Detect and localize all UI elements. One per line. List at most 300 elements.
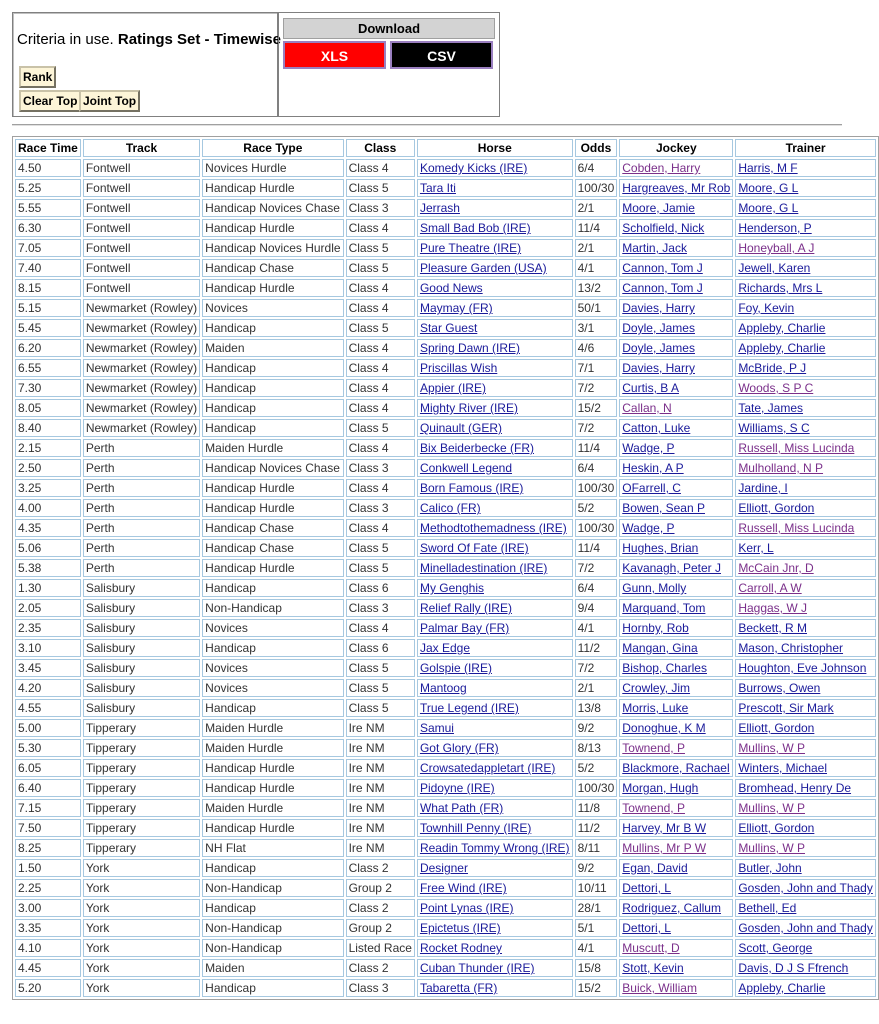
- trainer-link[interactable]: Williams, S C: [735, 419, 876, 437]
- trainer-link[interactable]: Elliott, Gordon: [735, 819, 876, 837]
- trainer-link[interactable]: Houghton, Eve Johnson: [735, 659, 876, 677]
- track-cell: Fontwell: [83, 259, 200, 277]
- horse-link[interactable]: Jax Edge: [417, 639, 573, 657]
- race-time-cell: 8.25: [15, 839, 81, 857]
- track-cell: Tipperary: [83, 779, 200, 797]
- jockey-link[interactable]: Wadge, P: [619, 519, 733, 537]
- race-type-cell: Handicap Novices Hurdle: [202, 239, 343, 257]
- horse-link[interactable]: Got Glory (FR): [417, 739, 573, 757]
- track-cell: Salisbury: [83, 639, 200, 657]
- jockey-link[interactable]: Heskin, A P: [619, 459, 733, 477]
- odds-cell: 8/13: [575, 739, 618, 757]
- trainer-link[interactable]: Scott, George: [735, 939, 876, 957]
- horse-link[interactable]: Relief Rally (IRE): [417, 599, 573, 617]
- header-class[interactable]: Class: [346, 139, 415, 157]
- jockey-link[interactable]: Dettori, L: [619, 919, 733, 937]
- odds-cell: 11/2: [575, 819, 618, 837]
- jockey-link[interactable]: Wadge, P: [619, 439, 733, 457]
- trainer-link[interactable]: Davis, D J S Ffrench: [735, 959, 876, 977]
- race-time-cell: 5.45: [15, 319, 81, 337]
- horse-link[interactable]: Tara Iti: [417, 179, 573, 197]
- race-type-cell: Maiden Hurdle: [202, 799, 343, 817]
- odds-cell: 2/1: [575, 679, 618, 697]
- table-row: [15, 399, 876, 417]
- table-row: [15, 899, 876, 917]
- trainer-link[interactable]: Harris, M F: [735, 159, 876, 177]
- class-cell: Ire NM: [346, 719, 415, 737]
- trainer-link[interactable]: Elliott, Gordon: [735, 719, 876, 737]
- race-type-cell: Handicap Hurdle: [202, 559, 343, 577]
- horse-link[interactable]: Mighty River (IRE): [417, 399, 573, 417]
- trainer-link[interactable]: Mulholland, N P: [735, 459, 876, 477]
- class-cell: Class 5: [346, 539, 415, 557]
- odds-cell: 3/1: [575, 319, 618, 337]
- jockey-link[interactable]: Egan, David: [619, 859, 733, 877]
- track-cell: Newmarket (Rowley): [83, 419, 200, 437]
- horse-link[interactable]: Pleasure Garden (USA): [417, 259, 573, 277]
- horse-link[interactable]: Point Lynas (IRE): [417, 899, 573, 917]
- table-row: [15, 599, 876, 617]
- download-csv-button[interactable]: CSV: [390, 41, 493, 69]
- trainer-link[interactable]: McCain Jnr, D: [735, 559, 876, 577]
- class-cell: Ire NM: [346, 839, 415, 857]
- header-jockey[interactable]: Jockey: [619, 139, 733, 157]
- jockey-link[interactable]: Doyle, James: [619, 319, 733, 337]
- horse-link[interactable]: Komedy Kicks (IRE): [417, 159, 573, 177]
- jockey-link[interactable]: Cannon, Tom J: [619, 259, 733, 277]
- class-cell: Class 5: [346, 559, 415, 577]
- jockey-link[interactable]: Kavanagh, Peter J: [619, 559, 733, 577]
- odds-cell: 11/2: [575, 639, 618, 657]
- track-cell: Perth: [83, 459, 200, 477]
- race-type-cell: Handicap Hurdle: [202, 479, 343, 497]
- track-cell: Tipperary: [83, 819, 200, 837]
- jockey-link[interactable]: Bowen, Sean P: [619, 499, 733, 517]
- track-cell: York: [83, 899, 200, 917]
- class-cell: Class 4: [346, 359, 415, 377]
- track-cell: Newmarket (Rowley): [83, 299, 200, 317]
- trainer-link[interactable]: Mullins, W P: [735, 839, 876, 857]
- horse-link[interactable]: Pure Theatre (IRE): [417, 239, 573, 257]
- class-cell: Class 4: [346, 299, 415, 317]
- jockey-link[interactable]: Morris, Luke: [619, 699, 733, 717]
- horse-link[interactable]: Tabaretta (FR): [417, 979, 573, 997]
- track-cell: Perth: [83, 499, 200, 517]
- race-time-cell: 2.25: [15, 879, 81, 897]
- horse-link[interactable]: Palmar Bay (FR): [417, 619, 573, 637]
- odds-cell: 6/4: [575, 459, 618, 477]
- race-type-cell: Handicap: [202, 419, 343, 437]
- table-row: [15, 959, 876, 977]
- race-time-cell: 6.20: [15, 339, 81, 357]
- track-cell: Fontwell: [83, 219, 200, 237]
- race-type-cell: Handicap Hurdle: [202, 819, 343, 837]
- class-cell: Class 3: [346, 459, 415, 477]
- horse-link[interactable]: Conkwell Legend: [417, 459, 573, 477]
- trainer-link[interactable]: Bethell, Ed: [735, 899, 876, 917]
- odds-cell: 4/6: [575, 339, 618, 357]
- trainer-link[interactable]: Gosden, John and Thady: [735, 879, 876, 897]
- odds-cell: 28/1: [575, 899, 618, 917]
- horse-link[interactable]: Free Wind (IRE): [417, 879, 573, 897]
- table-row: [15, 939, 876, 957]
- jockey-link[interactable]: Blackmore, Rachael: [619, 759, 733, 777]
- race-time-cell: 4.35: [15, 519, 81, 537]
- class-cell: Class 4: [346, 439, 415, 457]
- jockey-link[interactable]: Dettori, L: [619, 879, 733, 897]
- table-row: [15, 359, 876, 377]
- horse-link[interactable]: Samui: [417, 719, 573, 737]
- races-table-container: [12, 136, 873, 1004]
- race-time-cell: 6.55: [15, 359, 81, 377]
- jockey-link[interactable]: Harvey, Mr B W: [619, 819, 733, 837]
- class-cell: Class 4: [346, 159, 415, 177]
- jockey-link[interactable]: Doyle, James: [619, 339, 733, 357]
- trainer-link[interactable]: Butler, John: [735, 859, 876, 877]
- race-type-cell: Novices: [202, 619, 343, 637]
- track-cell: Fontwell: [83, 159, 200, 177]
- race-type-cell: Handicap: [202, 399, 343, 417]
- jockey-link[interactable]: OFarrell, C: [619, 479, 733, 497]
- race-time-cell: 5.55: [15, 199, 81, 217]
- race-time-cell: 5.00: [15, 719, 81, 737]
- table-row: [15, 879, 876, 897]
- download-title: Download: [283, 18, 495, 39]
- track-cell: York: [83, 919, 200, 937]
- class-cell: Ire NM: [346, 779, 415, 797]
- jockey-link[interactable]: Crowley, Jim: [619, 679, 733, 697]
- trainer-link[interactable]: Elliott, Gordon: [735, 499, 876, 517]
- class-cell: Class 4: [346, 399, 415, 417]
- trainer-link[interactable]: Prescott, Sir Mark: [735, 699, 876, 717]
- race-time-cell: 4.50: [15, 159, 81, 177]
- race-type-cell: Non-Handicap: [202, 599, 343, 617]
- trainer-link[interactable]: Beckett, R M: [735, 619, 876, 637]
- table-row: [15, 439, 876, 457]
- track-cell: York: [83, 859, 200, 877]
- trainer-link[interactable]: Honeyball, A J: [735, 239, 876, 257]
- track-cell: Salisbury: [83, 619, 200, 637]
- odds-cell: 9/4: [575, 599, 618, 617]
- jockey-link[interactable]: Gunn, Molly: [619, 579, 733, 597]
- table-row: [15, 859, 876, 877]
- jockey-link[interactable]: Hornby, Rob: [619, 619, 733, 637]
- odds-cell: 5/2: [575, 499, 618, 517]
- odds-cell: 10/11: [575, 879, 618, 897]
- track-cell: Salisbury: [83, 599, 200, 617]
- race-time-cell: 6.30: [15, 219, 81, 237]
- trainer-link[interactable]: Mullins, W P: [735, 799, 876, 817]
- race-type-cell: Handicap Hurdle: [202, 759, 343, 777]
- rank-button[interactable]: Rank: [19, 66, 56, 88]
- table-row: [15, 479, 876, 497]
- trainer-link[interactable]: Burrows, Owen: [735, 679, 876, 697]
- divider: [12, 124, 842, 126]
- horse-link[interactable]: Bix Beiderbecke (FR): [417, 439, 573, 457]
- race-time-cell: 1.50: [15, 859, 81, 877]
- criteria-text: [17, 31, 281, 48]
- table-row: [15, 819, 876, 837]
- race-time-cell: 5.25: [15, 179, 81, 197]
- odds-cell: 7/2: [575, 559, 618, 577]
- jockey-link[interactable]: Morgan, Hugh: [619, 779, 733, 797]
- jockey-link[interactable]: Townend, P: [619, 739, 733, 757]
- horse-link[interactable]: Cuban Thunder (IRE): [417, 959, 573, 977]
- horse-link[interactable]: True Legend (IRE): [417, 699, 573, 717]
- odds-cell: 13/8: [575, 699, 618, 717]
- horse-link[interactable]: What Path (FR): [417, 799, 573, 817]
- track-cell: Fontwell: [83, 179, 200, 197]
- race-time-cell: 2.35: [15, 619, 81, 637]
- table-row: [15, 499, 876, 517]
- trainer-link[interactable]: Russell, Miss Lucinda: [735, 519, 876, 537]
- trainer-link[interactable]: Russell, Miss Lucinda: [735, 439, 876, 457]
- race-type-cell: Maiden Hurdle: [202, 719, 343, 737]
- track-cell: Perth: [83, 479, 200, 497]
- class-cell: Class 2: [346, 859, 415, 877]
- table-row: [15, 919, 876, 937]
- horse-link[interactable]: Priscillas Wish: [417, 359, 573, 377]
- jockey-link[interactable]: Bishop, Charles: [619, 659, 733, 677]
- horse-link[interactable]: Epictetus (IRE): [417, 919, 573, 937]
- jockey-link[interactable]: Moore, Jamie: [619, 199, 733, 217]
- race-time-cell: 5.30: [15, 739, 81, 757]
- table-row: [15, 279, 876, 297]
- trainer-link[interactable]: Bromhead, Henry De: [735, 779, 876, 797]
- clear-top-button[interactable]: Clear Top: [19, 90, 81, 112]
- race-time-cell: 8.15: [15, 279, 81, 297]
- class-cell: Ire NM: [346, 759, 415, 777]
- table-row: [15, 739, 876, 757]
- race-type-cell: Maiden Hurdle: [202, 439, 343, 457]
- jockey-link[interactable]: Donoghue, K M: [619, 719, 733, 737]
- horse-link[interactable]: Quinault (GER): [417, 419, 573, 437]
- track-cell: Perth: [83, 559, 200, 577]
- trainer-link[interactable]: Gosden, John and Thady: [735, 919, 876, 937]
- trainer-link[interactable]: Appleby, Charlie: [735, 319, 876, 337]
- race-type-cell: Handicap: [202, 699, 343, 717]
- trainer-link[interactable]: Foy, Kevin: [735, 299, 876, 317]
- table-row: [15, 459, 876, 477]
- table-row: [15, 679, 876, 697]
- download-xls-button[interactable]: XLS: [283, 41, 386, 69]
- jockey-link[interactable]: Stott, Kevin: [619, 959, 733, 977]
- table-row: [15, 519, 876, 537]
- jockey-link[interactable]: Hughes, Brian: [619, 539, 733, 557]
- odds-cell: 50/1: [575, 299, 618, 317]
- table-row: [15, 699, 876, 717]
- class-cell: Group 2: [346, 919, 415, 937]
- race-time-cell: 4.00: [15, 499, 81, 517]
- jockey-link[interactable]: Curtis, B A: [619, 379, 733, 397]
- trainer-link[interactable]: Carroll, A W: [735, 579, 876, 597]
- jockey-link[interactable]: Davies, Harry: [619, 359, 733, 377]
- class-cell: Class 6: [346, 579, 415, 597]
- trainer-link[interactable]: Mason, Christopher: [735, 639, 876, 657]
- trainer-link[interactable]: Appleby, Charlie: [735, 979, 876, 997]
- jockey-link[interactable]: Hargreaves, Mr Rob: [619, 179, 733, 197]
- joint-top-button[interactable]: Joint Top: [79, 90, 140, 112]
- jockey-link[interactable]: Mangan, Gina: [619, 639, 733, 657]
- header-trainer[interactable]: Trainer: [735, 139, 876, 157]
- horse-link[interactable]: Born Famous (IRE): [417, 479, 573, 497]
- odds-cell: 11/8: [575, 799, 618, 817]
- race-type-cell: Handicap Hurdle: [202, 179, 343, 197]
- trainer-link[interactable]: Mullins, W P: [735, 739, 876, 757]
- track-cell: Salisbury: [83, 659, 200, 677]
- race-time-cell: 7.50: [15, 819, 81, 837]
- race-time-cell: 3.35: [15, 919, 81, 937]
- track-cell: Perth: [83, 539, 200, 557]
- track-cell: Newmarket (Rowley): [83, 339, 200, 357]
- track-cell: Fontwell: [83, 279, 200, 297]
- trainer-link[interactable]: Moore, G L: [735, 199, 876, 217]
- odds-cell: 9/2: [575, 719, 618, 737]
- horse-link[interactable]: Pidoyne (IRE): [417, 779, 573, 797]
- table-row: [15, 419, 876, 437]
- horse-link[interactable]: Mantoog: [417, 679, 573, 697]
- race-type-cell: Handicap: [202, 979, 343, 997]
- track-cell: Tipperary: [83, 739, 200, 757]
- horse-link[interactable]: Readin Tommy Wrong (IRE): [417, 839, 573, 857]
- horse-link[interactable]: Designer: [417, 859, 573, 877]
- header-race-time[interactable]: Race Time: [15, 139, 81, 157]
- class-cell: Class 3: [346, 979, 415, 997]
- table-row: [15, 659, 876, 677]
- horse-link[interactable]: Townhill Penny (IRE): [417, 819, 573, 837]
- jockey-link[interactable]: Marquand, Tom: [619, 599, 733, 617]
- race-type-cell: Handicap Hurdle: [202, 779, 343, 797]
- odds-cell: 2/1: [575, 199, 618, 217]
- jockey-link[interactable]: Cannon, Tom J: [619, 279, 733, 297]
- trainer-link[interactable]: Moore, G L: [735, 179, 876, 197]
- odds-cell: 9/2: [575, 859, 618, 877]
- track-cell: Fontwell: [83, 199, 200, 217]
- trainer-link[interactable]: Richards, Mrs L: [735, 279, 876, 297]
- odds-cell: 5/1: [575, 919, 618, 937]
- trainer-link[interactable]: Jardine, I: [735, 479, 876, 497]
- class-cell: Class 4: [346, 219, 415, 237]
- odds-cell: 7/2: [575, 419, 618, 437]
- trainer-link[interactable]: Tate, James: [735, 399, 876, 417]
- horse-link[interactable]: Spring Dawn (IRE): [417, 339, 573, 357]
- table-row: [15, 319, 876, 337]
- odds-cell: 7/2: [575, 379, 618, 397]
- jockey-link[interactable]: Buick, William: [619, 979, 733, 997]
- table-row: [15, 559, 876, 577]
- table-row: [15, 719, 876, 737]
- race-type-cell: Handicap Chase: [202, 539, 343, 557]
- class-cell: Ire NM: [346, 819, 415, 837]
- horse-link[interactable]: Minelladestination (IRE): [417, 559, 573, 577]
- track-cell: Fontwell: [83, 239, 200, 257]
- horse-link[interactable]: My Genghis: [417, 579, 573, 597]
- odds-cell: 4/1: [575, 259, 618, 277]
- jockey-link[interactable]: Catton, Luke: [619, 419, 733, 437]
- horse-link[interactable]: Jerrash: [417, 199, 573, 217]
- odds-cell: 15/2: [575, 979, 618, 997]
- trainer-link[interactable]: Haggas, W J: [735, 599, 876, 617]
- horse-link[interactable]: Golspie (IRE): [417, 659, 573, 677]
- class-cell: Class 2: [346, 899, 415, 917]
- horse-link[interactable]: Small Bad Bob (IRE): [417, 219, 573, 237]
- header-odds[interactable]: Odds: [575, 139, 618, 157]
- odds-cell: 13/2: [575, 279, 618, 297]
- jockey-link[interactable]: Townend, P: [619, 799, 733, 817]
- trainer-link[interactable]: Appleby, Charlie: [735, 339, 876, 357]
- race-type-cell: Maiden: [202, 339, 343, 357]
- track-cell: York: [83, 939, 200, 957]
- horse-link[interactable]: Rocket Rodney: [417, 939, 573, 957]
- table-row: [15, 779, 876, 797]
- track-cell: Tipperary: [83, 759, 200, 777]
- race-type-cell: Handicap Chase: [202, 519, 343, 537]
- jockey-link[interactable]: Callan, N: [619, 399, 733, 417]
- trainer-link[interactable]: Kerr, L: [735, 539, 876, 557]
- class-cell: Class 3: [346, 199, 415, 217]
- horse-link[interactable]: Maymay (FR): [417, 299, 573, 317]
- race-time-cell: 3.45: [15, 659, 81, 677]
- trainer-link[interactable]: Winters, Michael: [735, 759, 876, 777]
- ratings-set-label: Ratings Set - Timewise: [117, 31, 281, 48]
- jockey-link[interactable]: Cobden, Harry: [619, 159, 733, 177]
- jockey-link[interactable]: Muscutt, D: [619, 939, 733, 957]
- header-horse[interactable]: Horse: [417, 139, 573, 157]
- track-cell: York: [83, 959, 200, 977]
- race-time-cell: 5.06: [15, 539, 81, 557]
- jockey-link[interactable]: Martin, Jack: [619, 239, 733, 257]
- race-type-cell: Novices: [202, 299, 343, 317]
- odds-cell: 7/2: [575, 659, 618, 677]
- horse-link[interactable]: Sword Of Fate (IRE): [417, 539, 573, 557]
- jockey-link[interactable]: Scholfield, Nick: [619, 219, 733, 237]
- trainer-link[interactable]: McBride, P J: [735, 359, 876, 377]
- odds-cell: 6/4: [575, 159, 618, 177]
- race-type-cell: Handicap: [202, 379, 343, 397]
- odds-cell: 100/30: [575, 179, 618, 197]
- trainer-link[interactable]: Henderson, P: [735, 219, 876, 237]
- jockey-link[interactable]: Davies, Harry: [619, 299, 733, 317]
- track-cell: Newmarket (Rowley): [83, 379, 200, 397]
- horse-link[interactable]: Calico (FR): [417, 499, 573, 517]
- header-race-type[interactable]: Race Type: [202, 139, 343, 157]
- class-cell: Class 4: [346, 519, 415, 537]
- trainer-link[interactable]: Woods, S P C: [735, 379, 876, 397]
- horse-link[interactable]: Crowsatedappletart (IRE): [417, 759, 573, 777]
- race-type-cell: NH Flat: [202, 839, 343, 857]
- table-row: [15, 619, 876, 637]
- horse-link[interactable]: Methodtothemadness (IRE): [417, 519, 573, 537]
- class-cell: Class 5: [346, 239, 415, 257]
- trainer-link[interactable]: Jewell, Karen: [735, 259, 876, 277]
- odds-cell: 15/8: [575, 959, 618, 977]
- jockey-link[interactable]: Mullins, Mr P W: [619, 839, 733, 857]
- track-cell: Tipperary: [83, 839, 200, 857]
- table-row: [15, 839, 876, 857]
- class-cell: Class 5: [346, 659, 415, 677]
- class-cell: Class 3: [346, 599, 415, 617]
- class-cell: Class 4: [346, 279, 415, 297]
- horse-link[interactable]: Appier (IRE): [417, 379, 573, 397]
- race-time-cell: 7.05: [15, 239, 81, 257]
- track-cell: York: [83, 979, 200, 997]
- race-type-cell: Non-Handicap: [202, 919, 343, 937]
- horse-link[interactable]: Good News: [417, 279, 573, 297]
- jockey-link[interactable]: Rodriguez, Callum: [619, 899, 733, 917]
- horse-link[interactable]: Star Guest: [417, 319, 573, 337]
- header-track[interactable]: Track: [83, 139, 200, 157]
- table-row: [15, 639, 876, 657]
